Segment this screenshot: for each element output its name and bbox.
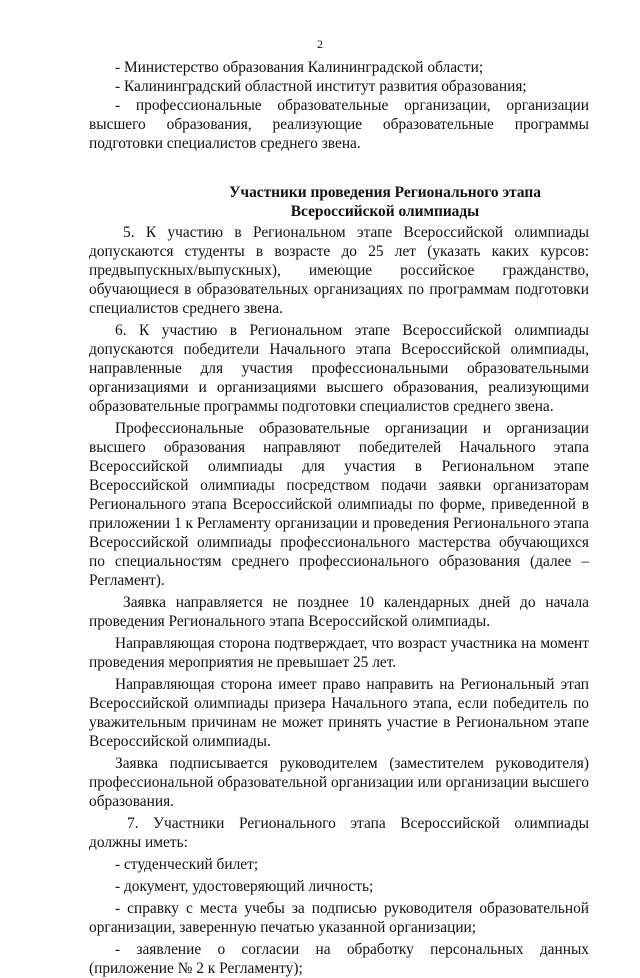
document-body [89,58,589,978]
requirement-item: - заявление о согласии на обработку персональных данных (приложение № 2 к Регламенту); [89,941,589,977]
intro-list-item: - профессиональные образовательные организации, организации высшего образования, реализующие образовательные программы подготовки специалистов среднего звена. [89,97,589,152]
paragraph: 5. К участию в Региональном этапе Всероссийской олимпиады допускаются студенты в возрасте до 25 лет (указать каких курсов: предвыпускных/выпускных), имеющие российское гражданство, обучающиеся в образовательных организациях по программам подготовки специалистов среднего звена. [89,224,589,317]
requirement-item: - документ, удостоверяющий личность; [115,878,374,895]
requirement-item: - студенческий билет; [115,856,259,873]
paragraph: Заявка направляется не позднее 10 календарных дней до начала проведения Регионального этапа Всероссийской олимпиады. [89,594,589,630]
section-heading-line: Участники проведения Регионального этапа [229,184,541,201]
paragraph: Направляющая сторона подтверждает, что возраст участника на момент проведения мероприятия не превышает 25 лет. [89,635,589,671]
requirement-item: - справку с места учебы за подписью руководителя образовательной организации, заверенную печатью указанной организации; [89,900,589,936]
section-heading-line: Всероссийской олимпиады [290,203,480,220]
page-number: 2 [317,37,323,51]
paragraph: Заявка подписывается руководителем (заместителем руководителя) профессиональной образовательной организации или организации высшего образования. [89,755,589,810]
intro-list-item: - Министерство образования Калининградской области; [115,59,484,76]
paragraph: 7. Участники Регионального этапа Всероссийской олимпиады должны иметь: [89,815,589,851]
section-heading [89,183,589,221]
paragraph: Профессиональные образовательные организации и организации высшего образования направляют победителей Начального этапа Всероссийской олимпиады для участия в Региональном этапе Всероссийской олимпиады посредством подачи заявки организаторам Регионального этапа Всероссийской олимпиады по форме, приведенной в приложении 1 к Регламенту организации и проведения Регионального этапа Всероссийской олимпиады профессионального мастерства обучающихся по специальностям среднего профессионального образования (далее – Регламент). [89,420,589,589]
paragraph: 6. К участию в Региональном этапе Всероссийской олимпиады допускаются победители Начального этапа Всероссийской олимпиады, направленные для участия профессиональными образовательными организациями и организациями высшего образования, реализующими образовательные программы подготовки специалистов среднего звена. [89,322,589,415]
paragraph: Направляющая сторона имеет право направить на Региональный этап Всероссийской олимпиады призера Начального этапа, если победитель по уважительным причинам не может принять участие в Региональном этапе Всероссийской олимпиады. [89,676,589,750]
intro-list-item: - Калининградский областной институт развития образования; [115,78,527,95]
